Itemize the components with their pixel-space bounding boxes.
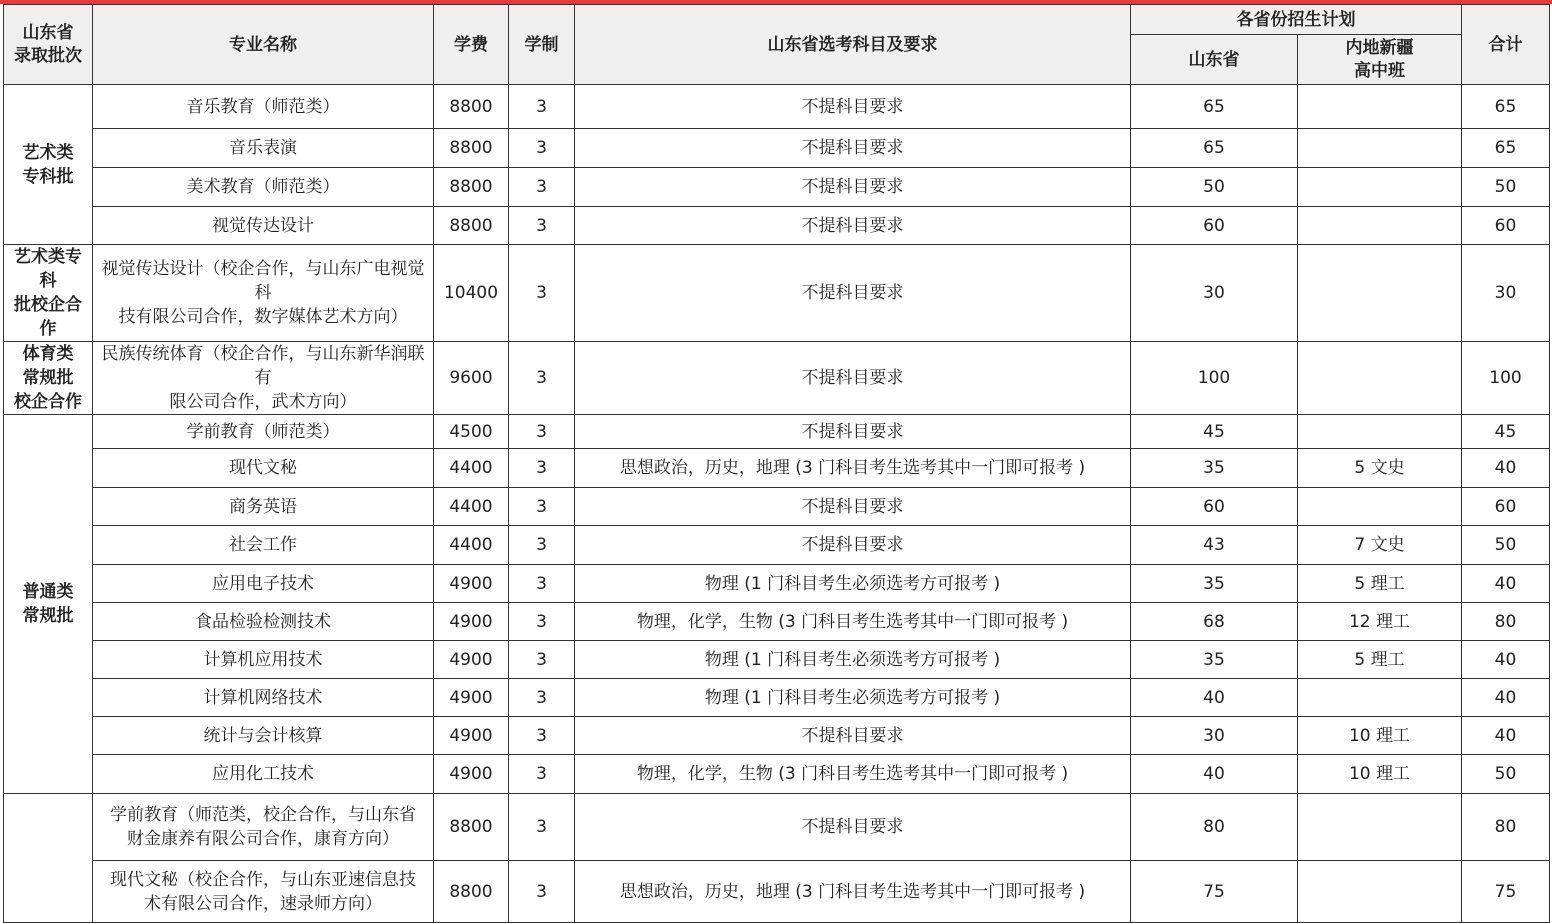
duration-cell: 3 [509, 641, 575, 679]
subjects-cell: 不提科目要求 [575, 245, 1131, 342]
duration-cell: 3 [509, 755, 575, 794]
major-cell: 商务英语 [93, 488, 434, 526]
xinjiang-cell: 7 文史 [1298, 526, 1462, 565]
duration-cell: 3 [509, 168, 575, 207]
total-cell: 30 [1462, 245, 1550, 342]
batch-cell [4, 245, 93, 342]
major-cell [93, 794, 434, 861]
subjects-cell: 物理，化学，生物 (3 门科目考生选考其中一门即可报考 ) [575, 603, 1131, 641]
total-cell: 80 [1462, 603, 1550, 641]
xinjiang-cell: 5 理工 [1298, 565, 1462, 603]
duration-cell: 3 [509, 603, 575, 641]
duration-cell: 3 [509, 488, 575, 526]
total-cell: 40 [1462, 679, 1550, 717]
header-batch-text: 山东省 录取批次 [14, 22, 82, 66]
major-text: 学前教育（师范类，校企合作，与山东省 财金康养有限公司合作，康育方向） [110, 805, 416, 849]
duration-cell: 3 [509, 245, 575, 342]
shandong-cell: 30 [1131, 717, 1298, 755]
fee-cell: 8800 [434, 861, 509, 923]
subjects-cell: 不提科目要求 [575, 794, 1131, 861]
batch-label: 体育类 常规批 校企合作 [14, 344, 82, 412]
xinjiang-cell: 5 理工 [1298, 641, 1462, 679]
duration-cell: 3 [509, 342, 575, 415]
shandong-cell: 35 [1131, 565, 1298, 603]
fee-cell: 4500 [434, 415, 509, 449]
xinjiang-cell [1298, 679, 1462, 717]
duration-cell: 3 [509, 415, 575, 449]
subjects-cell: 不提科目要求 [575, 488, 1131, 526]
shandong-cell: 60 [1131, 207, 1298, 245]
total-cell: 50 [1462, 526, 1550, 565]
fee-cell: 4900 [434, 717, 509, 755]
subjects-cell: 不提科目要求 [575, 129, 1131, 168]
total-cell: 45 [1462, 415, 1550, 449]
duration-cell: 3 [509, 794, 575, 861]
major-cell: 音乐教育（师范类） [93, 85, 434, 129]
total-cell: 60 [1462, 207, 1550, 245]
duration-cell: 3 [509, 207, 575, 245]
major-cell [93, 861, 434, 923]
fee-cell: 8800 [434, 207, 509, 245]
subjects-cell: 不提科目要求 [575, 85, 1131, 129]
duration-cell: 3 [509, 526, 575, 565]
xinjiang-cell [1298, 342, 1462, 415]
major-cell: 现代文秘 [93, 449, 434, 488]
fee-cell: 8800 [434, 794, 509, 861]
header-xinjiang [1298, 35, 1462, 85]
header-total: 合计 [1462, 5, 1550, 85]
table-row [4, 603, 1550, 641]
header-duration: 学制 [509, 5, 575, 85]
table-row [4, 129, 1550, 168]
xinjiang-cell: 5 文史 [1298, 449, 1462, 488]
shandong-cell: 75 [1131, 861, 1298, 923]
xinjiang-cell: 12 理工 [1298, 603, 1462, 641]
major-cell [93, 245, 434, 342]
xinjiang-cell [1298, 168, 1462, 207]
major-cell: 计算机应用技术 [93, 641, 434, 679]
total-cell: 50 [1462, 755, 1550, 794]
shandong-cell: 30 [1131, 245, 1298, 342]
shandong-cell: 80 [1131, 794, 1298, 861]
fee-cell: 8800 [434, 168, 509, 207]
header-plan: 各省份招生计划 [1131, 5, 1462, 35]
shandong-cell: 35 [1131, 641, 1298, 679]
subjects-cell: 思想政治，历史，地理 (3 门科目考生选考其中一门即可报考 ) [575, 861, 1131, 923]
major-cell: 视觉传达设计 [93, 207, 434, 245]
header-fee: 学费 [434, 5, 509, 85]
shandong-cell: 43 [1131, 526, 1298, 565]
subjects-cell: 物理 (1 门科目考生必须选考方可报考 ) [575, 565, 1131, 603]
total-cell: 40 [1462, 565, 1550, 603]
batch-label: 艺术类 专科批 [22, 142, 74, 187]
xinjiang-cell [1298, 129, 1462, 168]
fee-cell: 8800 [434, 85, 509, 129]
admissions-plan-table [3, 4, 1550, 923]
total-cell: 100 [1462, 342, 1550, 415]
fee-cell: 4900 [434, 641, 509, 679]
table-row [4, 565, 1550, 603]
fee-cell: 4400 [434, 449, 509, 488]
major-cell: 学前教育（师范类） [93, 415, 434, 449]
total-cell: 65 [1462, 85, 1550, 129]
fee-cell: 4400 [434, 488, 509, 526]
table-row [4, 641, 1550, 679]
header-major: 专业名称 [93, 5, 434, 85]
xinjiang-cell [1298, 861, 1462, 923]
major-text: 民族传统体育（校企合作，与山东新华润联有 限公司合作，武术方向） [101, 344, 425, 412]
table-body [4, 85, 1550, 923]
major-cell [93, 342, 434, 415]
duration-cell: 3 [509, 717, 575, 755]
table-header [4, 5, 1550, 85]
table-row [4, 488, 1550, 526]
xinjiang-cell [1298, 85, 1462, 129]
xinjiang-cell: 10 理工 [1298, 717, 1462, 755]
major-cell: 计算机网络技术 [93, 679, 434, 717]
subjects-cell: 思想政治，历史，地理 (3 门科目考生选考其中一门即可报考 ) [575, 449, 1131, 488]
total-cell: 40 [1462, 449, 1550, 488]
shandong-cell: 50 [1131, 168, 1298, 207]
major-cell: 音乐表演 [93, 129, 434, 168]
subjects-cell: 不提科目要求 [575, 168, 1131, 207]
table-row [4, 342, 1550, 415]
major-cell: 食品检验检测技术 [93, 603, 434, 641]
table-row [4, 207, 1550, 245]
duration-cell: 3 [509, 85, 575, 129]
xinjiang-cell [1298, 207, 1462, 245]
shandong-cell: 35 [1131, 449, 1298, 488]
subjects-cell: 物理，化学，生物 (3 门科目考生选考其中一门即可报考 ) [575, 755, 1131, 794]
table-row [4, 717, 1550, 755]
shandong-cell: 65 [1131, 129, 1298, 168]
table-row [4, 861, 1550, 923]
table-row [4, 526, 1550, 565]
fee-cell: 8800 [434, 129, 509, 168]
total-cell: 50 [1462, 168, 1550, 207]
shandong-cell: 68 [1131, 603, 1298, 641]
xinjiang-cell [1298, 415, 1462, 449]
batch-label: 艺术类专科 批校企合作 [14, 247, 82, 339]
table-row [4, 679, 1550, 717]
shandong-cell: 60 [1131, 488, 1298, 526]
table-row [4, 449, 1550, 488]
batch-cell [4, 85, 93, 245]
subjects-cell: 不提科目要求 [575, 526, 1131, 565]
shandong-cell: 45 [1131, 415, 1298, 449]
subjects-cell: 不提科目要求 [575, 717, 1131, 755]
table-row [4, 755, 1550, 794]
table-row [4, 85, 1550, 129]
fee-cell: 4900 [434, 679, 509, 717]
fee-cell: 4400 [434, 526, 509, 565]
total-cell: 80 [1462, 794, 1550, 861]
fee-cell: 4900 [434, 565, 509, 603]
fee-cell: 4900 [434, 755, 509, 794]
major-cell: 美术教育（师范类） [93, 168, 434, 207]
batch-cell [4, 342, 93, 415]
fee-cell: 10400 [434, 245, 509, 342]
fee-cell: 4900 [434, 603, 509, 641]
duration-cell: 3 [509, 449, 575, 488]
major-text: 现代文秘（校企合作，与山东亚速信息技 术有限公司合作，速录师方向） [110, 869, 416, 914]
duration-cell: 3 [509, 565, 575, 603]
major-cell: 应用化工技术 [93, 755, 434, 794]
batch-cell [4, 794, 93, 923]
header-shandong: 山东省 [1131, 35, 1298, 85]
total-cell: 65 [1462, 129, 1550, 168]
duration-cell: 3 [509, 679, 575, 717]
total-cell: 40 [1462, 641, 1550, 679]
fee-cell: 9600 [434, 342, 509, 415]
batch-cell [4, 415, 93, 794]
major-cell: 社会工作 [93, 526, 434, 565]
xinjiang-cell [1298, 794, 1462, 861]
table-row [4, 794, 1550, 861]
total-cell: 60 [1462, 488, 1550, 526]
table-row [4, 245, 1550, 342]
table-row [4, 415, 1550, 449]
major-cell: 统计与会计核算 [93, 717, 434, 755]
xinjiang-cell: 10 理工 [1298, 755, 1462, 794]
header-batch [4, 5, 93, 85]
subjects-cell: 物理 (1 门科目考生必须选考方可报考 ) [575, 641, 1131, 679]
duration-cell: 3 [509, 129, 575, 168]
total-cell: 75 [1462, 861, 1550, 923]
major-cell: 应用电子技术 [93, 565, 434, 603]
shandong-cell: 40 [1131, 755, 1298, 794]
table-row [4, 168, 1550, 207]
batch-label: 普通类 常规批 [22, 582, 74, 626]
shandong-cell: 100 [1131, 342, 1298, 415]
xinjiang-cell [1298, 245, 1462, 342]
subjects-cell: 物理 (1 门科目考生必须选考方可报考 ) [575, 679, 1131, 717]
subjects-cell: 不提科目要求 [575, 342, 1131, 415]
header-subjects: 山东省选考科目及要求 [575, 5, 1131, 85]
total-cell: 40 [1462, 717, 1550, 755]
shandong-cell: 40 [1131, 679, 1298, 717]
subjects-cell: 不提科目要求 [575, 415, 1131, 449]
xinjiang-cell [1298, 488, 1462, 526]
subjects-cell: 不提科目要求 [575, 207, 1131, 245]
duration-cell: 3 [509, 861, 575, 923]
shandong-cell: 65 [1131, 85, 1298, 129]
header-xinjiang-text: 内地新疆 高中班 [1345, 37, 1414, 81]
major-text: 视觉传达设计（校企合作，与山东广电视觉科 技有限公司合作，数字媒体艺术方向） [101, 259, 425, 327]
